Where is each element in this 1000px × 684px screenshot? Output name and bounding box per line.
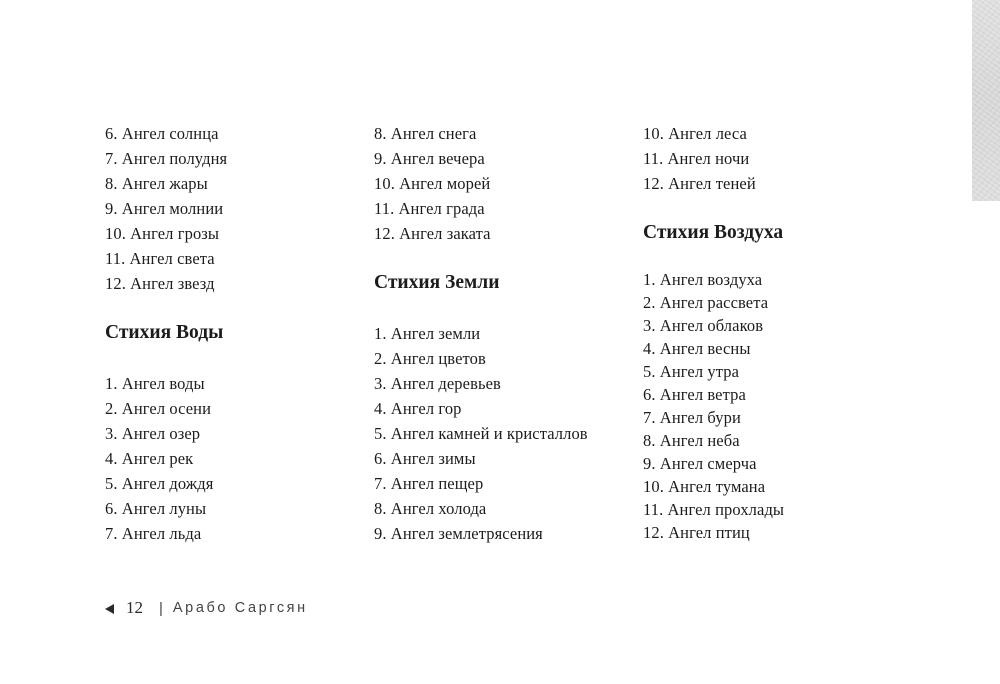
author-name: Арабо Саргсян [172,600,308,616]
list-item: 12. Ангел заката [374,224,491,243]
list-item: 3. Ангел озер [105,424,201,443]
list-item: 5. Ангел камней и кристаллов [374,424,588,443]
list-item: 4. Ангел рек [105,449,194,468]
list-item: 9. Ангел вечера [374,149,485,168]
footer-separator: | [159,599,163,617]
section-heading-water: Стихия Воды [105,322,224,343]
list-item: 4. Ангел гор [374,399,462,418]
list-item: 11. Ангел ночи [643,149,750,168]
list-item: 7. Ангел льда [105,524,202,543]
list-item: 12. Ангел звезд [105,274,215,293]
list-item: 7. Ангел пещер [374,474,484,493]
list-item: 1. Ангел земли [374,324,481,343]
list-item: 12. Ангел теней [643,174,756,193]
list-item: 9. Ангел смерча [643,454,757,473]
list-item: 5. Ангел дождя [105,474,214,493]
list-item: 2. Ангел осени [105,399,212,418]
list-item: 6. Ангел солнца [105,124,219,143]
list-item: 10. Ангел грозы [105,224,220,243]
list-item: 7. Ангел бури [643,408,741,427]
list-item: 12. Ангел птиц [643,523,750,542]
list-item: 1. Ангел воды [105,374,205,393]
list-item: 8. Ангел неба [643,431,740,450]
list-item: 4. Ангел весны [643,339,751,358]
page-number: 12 [126,598,143,617]
section-heading-earth: Стихия Земли [374,272,500,293]
list-item: 3. Ангел деревьев [374,374,501,393]
list-item: 2. Ангел рассвета [643,293,769,312]
list-item: 8. Ангел холода [374,499,487,518]
list-item: 9. Ангел молнии [105,199,224,218]
list-item: 1. Ангел воздуха [643,270,763,289]
list-item: 8. Ангел снега [374,124,477,143]
list-item: 8. Ангел жары [105,174,208,193]
section-heading-air: Стихия Воздуха [643,222,784,243]
list-item: 11. Ангел света [105,249,215,268]
list-item: 10. Ангел леса [643,124,747,143]
list-item: 11. Ангел прохлады [643,500,785,519]
list-item: 10. Ангел морей [374,174,491,193]
list-item: 3. Ангел облаков [643,316,764,335]
list-item: 2. Ангел цветов [374,349,486,368]
triangle-left-icon [105,604,114,614]
list-item: 6. Ангел ветра [643,385,746,404]
list-item: 6. Ангел луны [105,499,207,518]
column-1 [105,0,365,600]
list-item: 7. Ангел полудня [105,149,228,168]
list-item: 10. Ангел тумана [643,477,766,496]
page-footer [105,597,308,619]
list-item: 9. Ангел землетрясения [374,524,543,543]
page-edge-texture [972,0,1000,201]
list-item: 6. Ангел зимы [374,449,476,468]
list-item: 5. Ангел утра [643,362,740,381]
list-item: 11. Ангел града [374,199,485,218]
column-3 [643,0,903,600]
column-2 [374,0,634,600]
